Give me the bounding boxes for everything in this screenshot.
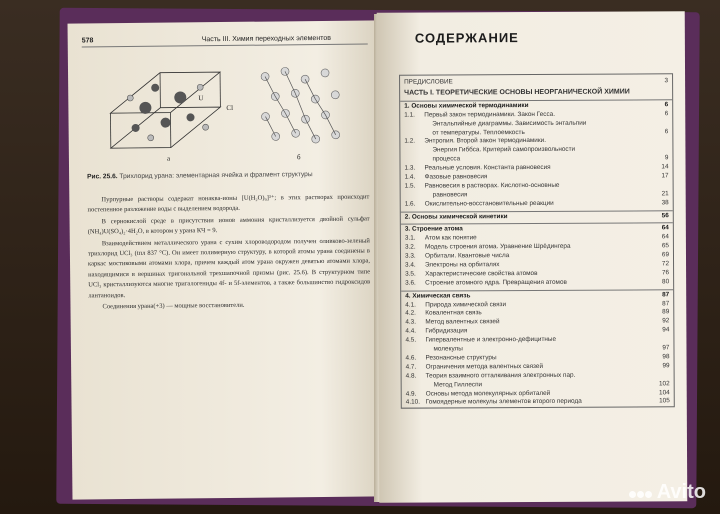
toc-text: Энтальпийные диаграммы. Зависимость энтальпии: [432, 119, 587, 128]
toc-text: Реальные условия. Константа равновесия: [424, 164, 551, 172]
toc-text: молекулы: [433, 345, 463, 353]
toc-number: 3.2.: [404, 243, 416, 251]
label-u: U: [198, 94, 204, 103]
toc-page: 105: [659, 397, 670, 405]
toc-number: 4.6.: [405, 354, 417, 362]
paragraph: Соединения урана(+3) — мощные восстановители.: [102, 301, 245, 311]
chapter-title: Часть III. Химия переходных элементов: [201, 34, 331, 44]
label-cl: Cl: [226, 103, 234, 112]
paragraph: В сернокислой среде в присутствии ионов аммония кристаллизуется двойной сульфат (NH₄)U(SO₄)₂·4H₂O, в котором у урана КЧ = 9.: [87, 215, 370, 236]
toc-page: 6: [664, 127, 669, 135]
toc-text: Метод валентных связей: [425, 318, 500, 326]
toc-page: 38: [661, 198, 669, 207]
toc-number: 1.5.: [404, 182, 416, 190]
toc-text: Теория взаимного отталкивания электронных пар.: [425, 371, 576, 380]
toc-number: 1.1.: [404, 111, 415, 119]
toc-number: 4.7.: [405, 363, 417, 371]
toc-text: Метод Гиллеспи: [433, 380, 483, 389]
toc-page: 80: [662, 278, 670, 286]
page-number: 578: [81, 37, 94, 45]
toc-text: Гипервалентные и электронно-дефицитные: [425, 336, 557, 344]
toc-page: 76: [661, 269, 670, 277]
toc-text: Основы метода молекулярных орбиталей: [425, 389, 551, 398]
right-page: [377, 11, 688, 503]
toc-row: [401, 278, 673, 288]
toc-text: Орбитали. Квантовые числа: [424, 252, 510, 260]
toc-text: Гомоядерные молекулы элементов второго периода: [425, 398, 582, 406]
toc-page: 97: [662, 344, 670, 352]
toc-text: Строение атомного ядра. Превращения атомов: [425, 278, 567, 287]
toc-text: Электроны на орбиталях: [425, 261, 500, 269]
toc-number: 3.4.: [405, 261, 416, 269]
toc-page: 99: [662, 362, 670, 370]
toc-page: 89: [662, 308, 670, 316]
toc-text: 2. Основы химической кинетики: [404, 212, 508, 221]
toc-number: 4.9.: [405, 390, 417, 398]
toc-page: 6: [664, 110, 669, 118]
unit-cell-drawing: [110, 72, 221, 148]
toc-page: 21: [661, 190, 669, 198]
toc-text: Равновесия в растворах. Кислотно-основные: [424, 181, 560, 190]
toc-text: Гибридизация: [425, 327, 468, 335]
paragraph: Пурпурные растворы содержат нонаквa-ионы [U(H₂O)₉]³⁺; в этих растворах происходит постепенное разложение воды с выделением водорода.: [87, 193, 370, 214]
toc-number: 4.5.: [405, 336, 417, 344]
toc-page: 98: [662, 353, 670, 361]
toc-page: 65: [661, 242, 669, 250]
toc-page: 6: [664, 101, 669, 109]
toc-number: 1.6.: [404, 200, 416, 208]
label-a: а: [166, 154, 171, 163]
toc-text: Атом как понятие: [424, 234, 477, 242]
toc-number: 3.1.: [404, 234, 416, 243]
toc-row: [400, 74, 672, 89]
toc-page: 87: [662, 299, 670, 307]
toc-page: 64: [661, 224, 669, 232]
toc-page: 56: [661, 211, 669, 219]
toc-text: Ограничения метода валентных связей: [425, 362, 544, 371]
toc-number: 4.8.: [405, 372, 417, 380]
toc-page: 94: [662, 326, 670, 334]
figure-caption-label: Рис. 25.6.: [87, 173, 118, 181]
toc-text: Энергия Гиббса. Критерий самопроизвольности: [432, 146, 576, 154]
toc-text: Фазовые равновесия: [424, 173, 488, 181]
toc-page: 69: [661, 251, 670, 259]
toc-number: 3.5.: [405, 270, 416, 278]
toc-number: 3.3.: [404, 252, 416, 260]
toc-page: 64: [661, 233, 669, 241]
toc-page: 104: [659, 388, 670, 396]
toc-row: [401, 210, 673, 222]
toc-row: [400, 88, 672, 98]
body-text: [87, 192, 370, 313]
toc-page: 72: [661, 260, 670, 268]
toc-number: 3.6.: [405, 279, 416, 287]
toc-page: 102: [658, 379, 670, 387]
toc-row: [402, 398, 674, 408]
watermark-text: Avito: [656, 481, 706, 503]
toc-number: 1.4.: [404, 173, 416, 181]
toc-number: 4.4.: [405, 327, 417, 335]
toc-text: 1. Основы химической термодинамики: [404, 101, 529, 110]
toc-text: 3. Строение атома: [404, 225, 463, 234]
toc-text: Модель строения атома. Уравнение Шрёдингера: [424, 243, 571, 251]
figure-caption: [87, 170, 377, 180]
toc-text: Ковалентная связь: [425, 309, 482, 318]
left-page: [68, 20, 385, 499]
toc-page: 3: [664, 77, 669, 85]
running-header: [82, 35, 368, 48]
toc-number: 4.2.: [405, 310, 416, 318]
toc-text: процесса: [432, 155, 461, 163]
structure-figure: [90, 51, 351, 166]
table-of-contents: [399, 73, 675, 409]
toc-text: от температуры. Теплоемкость: [432, 128, 525, 137]
toc-page: 87: [662, 290, 670, 299]
toc-number: 4.10.: [405, 398, 420, 407]
contents-title: СОДЕРЖАНИЕ: [414, 30, 519, 46]
toc-text: ПРЕДИСЛОВИЕ: [404, 78, 453, 86]
toc-text: Характеристические свойства атомов: [425, 269, 538, 278]
toc-number: 4.1.: [405, 301, 416, 309]
toc-text: Окислительно-восстановительные реакции: [424, 199, 554, 208]
toc-page: 9: [664, 154, 669, 162]
toc-text: Природа химической связи: [425, 300, 507, 309]
toc-text: ЧАСТЬ I. ТЕОРЕТИЧЕСКИЕ ОСНОВЫ НЕОРГАНИЧЕСКОЙ ХИМИИ: [404, 88, 630, 97]
avito-logo-icon: [629, 481, 653, 504]
avito-watermark: [629, 481, 706, 504]
structure-fragment-drawing: [261, 67, 340, 144]
toc-number: 4.3.: [405, 318, 417, 327]
label-b: б: [296, 153, 301, 162]
paragraph: Взаимодействием металлического урана с сухим хлороводородом получен оливково-зеленый трихлорид UCl₃ (tпл 837 °С). Он имеет полимерную структуру, в которой атомы урана соединены в каркас мостиковыми атомами хлора, причем каждый атом урана окружен девятью атомами хлора, находящимися в вершинах тригональной трехшапочной призмы (рис. 25.6). В структурном типе UCl₃ кристаллизуются многие тригалогениды 4f- и 5f-элементов, а также большинство гидроксидов лантаноидов.: [87, 237, 371, 300]
toc-number: 1.3.: [404, 164, 416, 172]
toc-text: Резонансные структуры: [425, 354, 497, 362]
toc-text: равновесия: [432, 191, 468, 199]
toc-page: 14: [661, 163, 669, 171]
toc-page: 17: [661, 172, 669, 180]
toc-row: [401, 199, 673, 209]
figure-caption-text: Трихлорид урана: элементарная ячейка и фрагмент структуры: [119, 171, 313, 181]
toc-text: Первый закон термодинамики. Закон Гесса.: [424, 110, 556, 119]
toc-number: 1.2.: [404, 138, 416, 146]
toc-text: 4. Химическая связь: [405, 292, 471, 300]
toc-text: Энтропия. Второй закон термодинамики.: [424, 137, 547, 146]
toc-page: 92: [662, 317, 670, 325]
